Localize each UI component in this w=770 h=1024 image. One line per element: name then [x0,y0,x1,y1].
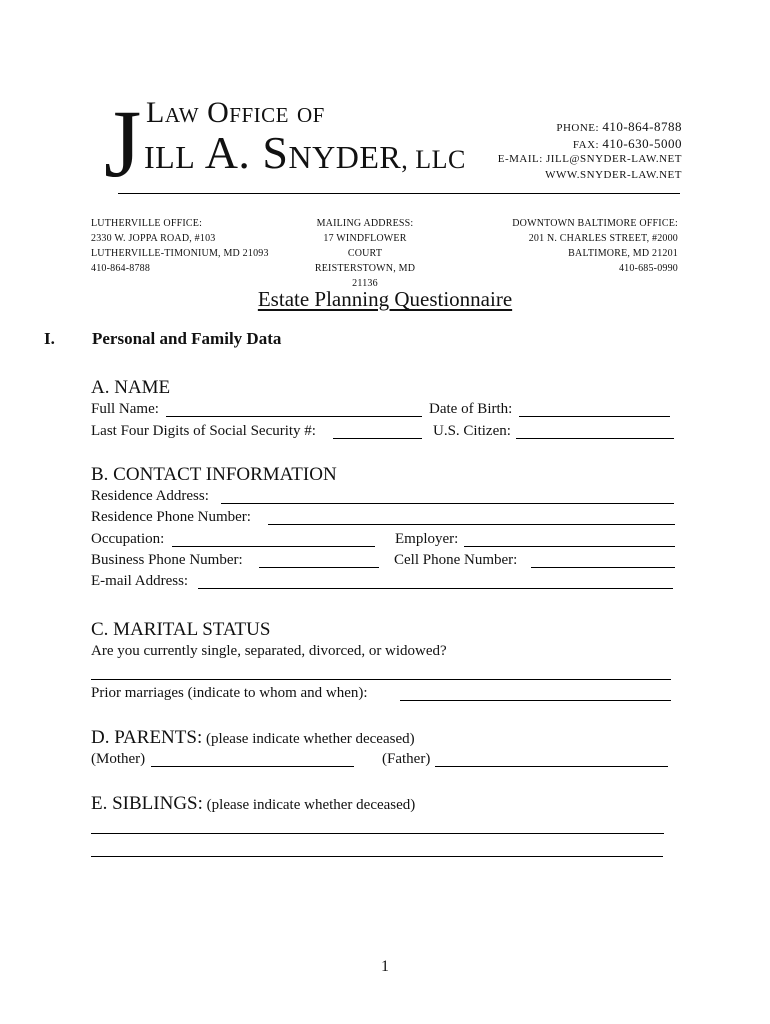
fax-label: FAX: [572,139,600,151]
fax-line [573,136,682,152]
marital-status-field[interactable] [91,679,671,680]
dob-field[interactable] [519,416,670,417]
siblings-note: (please indicate whether deceased) [202,797,416,813]
phone-label: PHONE: [556,122,600,134]
heading-siblings [91,793,415,815]
siblings-field-2[interactable] [91,856,663,857]
father-label: (Father) [382,751,431,767]
parents-note: (please indicate whether deceased) [202,731,415,747]
prior-marriages-label: Prior marriages (indicate to whom and when): [91,685,368,701]
occupation-field[interactable] [172,546,375,547]
office-street: 201 N. CHARLES STREET, #2000 [528,233,678,244]
prior-marriages-field[interactable] [400,700,671,701]
employer-label: Employer: [395,531,459,547]
business-phone-field[interactable] [259,567,379,568]
cell-phone-field[interactable] [531,567,675,568]
mailing-address [305,216,425,291]
section-number: I. [44,329,55,348]
office-street: 2330 W. JOPPA ROAD, #103 [91,233,216,244]
employer-field[interactable] [464,546,675,547]
letterhead-divider [118,193,680,194]
logo-firm-name: ill A. Snyder [144,127,402,178]
heading-contact: B. CONTACT INFORMATION [91,464,337,485]
phone-value: 410-864-8788 [602,119,682,134]
full-name-field[interactable] [166,416,422,417]
heading-parents [91,727,415,749]
section-title: Personal and Family Data [92,329,282,348]
ssn-label: Last Four Digits of Social Security #: [91,423,316,439]
email-label: E-MAIL: [497,153,543,165]
office-city: REISTERSTOWN, MD 21136 [314,263,416,289]
office-city: LUTHERVILLE-TIMONIUM, MD 21093 [91,248,269,259]
occupation-label: Occupation: [91,531,165,547]
downtown-office [512,216,678,276]
phone-line [556,119,682,135]
citizen-label: U.S. Citizen: [433,423,511,439]
office-phone: 410-864-8788 [91,263,151,274]
ssn-field[interactable] [333,438,422,439]
website-line: WWW.SNYDER-LAW.NET [545,169,682,181]
residence-address-label: Residence Address: [91,488,209,504]
father-field[interactable] [435,766,668,767]
office-heading: MAILING ADDRESS: [316,218,414,229]
full-name-label: Full Name: [91,401,159,417]
logo-initial: J [104,90,142,197]
siblings-field-1[interactable] [91,833,664,834]
heading-marital: C. MARITAL STATUS [91,619,271,640]
business-phone-label: Business Phone Number: [91,552,243,568]
page-number: 1 [381,958,389,975]
logo-line-2 [144,126,466,179]
email-address-label: E-mail Address: [91,573,189,589]
heading-name: A. NAME [91,377,171,398]
parents-heading-text: D. PARENTS: [91,727,203,748]
office-heading: DOWNTOWN BALTIMORE OFFICE: [512,218,678,229]
mother-label: (Mother) [91,751,146,767]
email-line [498,153,682,165]
logo-llc: , LLC [401,145,466,174]
document-title: Estate Planning Questionnaire [257,287,513,311]
marital-question: Are you currently single, separated, divorced, or widowed? [91,643,447,659]
fax-value: 410-630-5000 [602,136,682,151]
office-phone: 410-685-0990 [618,263,678,274]
residence-phone-label: Residence Phone Number: [91,509,251,525]
email-address-field[interactable] [198,588,673,589]
mother-field[interactable] [151,766,354,767]
office-city: BALTIMORE, MD 21201 [568,248,678,259]
residence-phone-field[interactable] [268,524,675,525]
residence-address-field[interactable] [221,503,674,504]
citizen-field[interactable] [516,438,674,439]
office-street: 17 WINDFLOWER COURT [323,233,407,259]
lutherville-office [91,216,269,276]
cell-phone-label: Cell Phone Number: [394,552,518,568]
logo-line-1: Law Office of [146,96,325,129]
office-heading: LUTHERVILLE OFFICE: [91,218,203,229]
dob-label: Date of Birth: [429,401,513,417]
siblings-heading-text: E. SIBLINGS: [91,793,203,814]
email-value: JILL@SNYDER-LAW.NET [546,153,682,165]
